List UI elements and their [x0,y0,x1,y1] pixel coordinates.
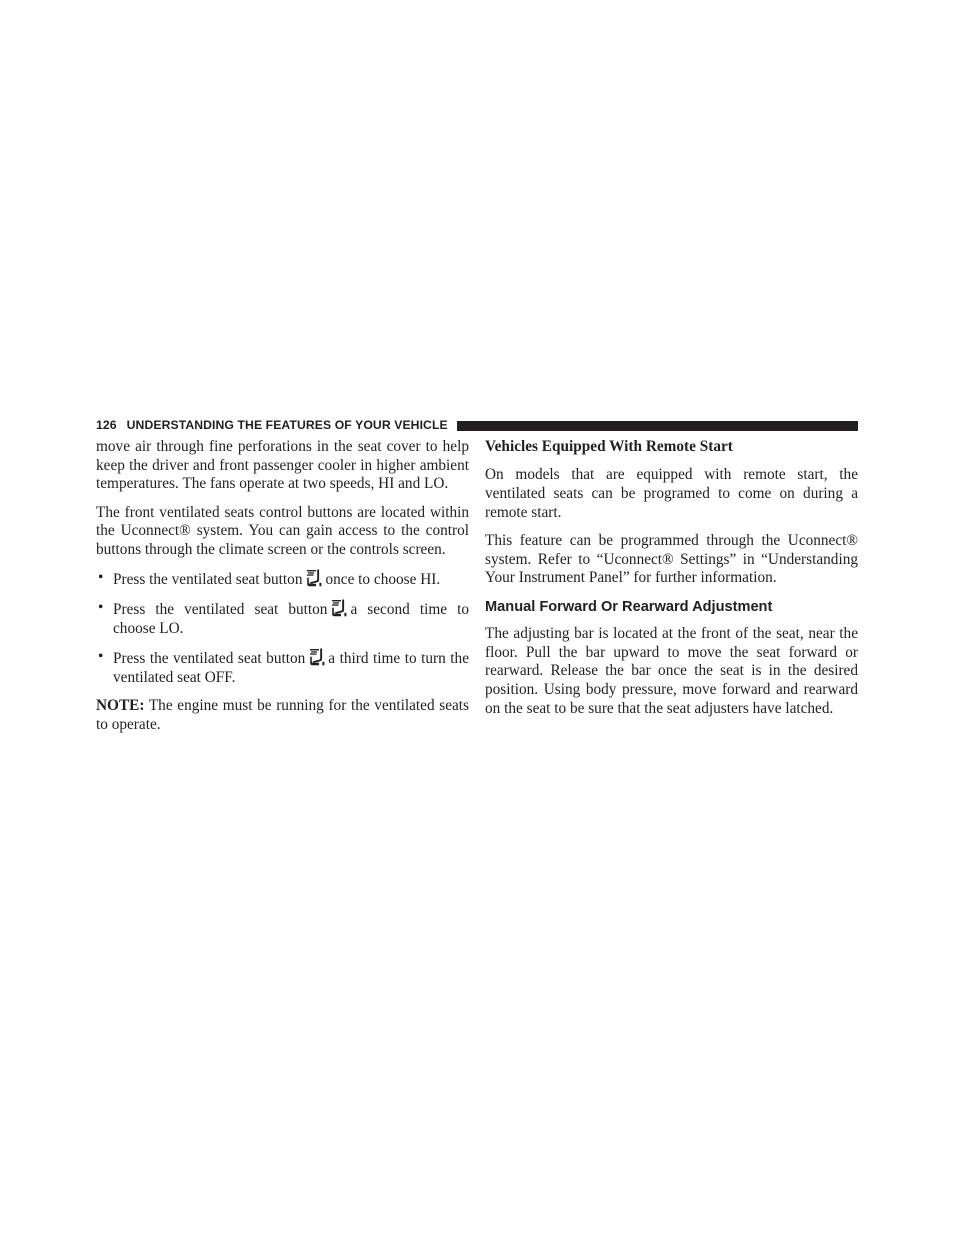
list-item [96,599,469,638]
paragraph: On models that are equipped with remote start, the ventilated seats can be programed to come on during a remote start. [485,466,858,521]
left-column [96,438,469,744]
bullet-text-after: a second time to choose LO. [113,601,469,637]
bullet-text-after: a third time to turn the ventilated seat OFF. [113,649,469,686]
page-number: 126 [96,418,117,432]
bullet-dot: • [98,599,104,617]
bullet-text-before: Press the ventilated seat button [113,571,303,589]
bullet-dot: • [98,569,104,587]
subheading: Vehicles Equipped With Remote Start [485,438,733,455]
note-paragraph [96,697,469,734]
list-item [96,569,469,590]
bullet-list [96,569,469,687]
header-rule [457,421,858,431]
section-heading: Manual Forward Or Rearward Adjustment [485,598,773,615]
right-column [485,438,858,728]
ventilated-seat-icon [309,648,325,666]
bullet-text-before: Press the ventilated seat button [113,601,328,619]
paragraph: The front ventilated seats control buttons are located within the Uconnect® system. You can gain access to the control buttons through the climate screen or the controls screen. [96,503,469,559]
paragraph: The adjusting bar is located at the front of the seat, near the floor. Pull the bar upward to move the seat forward or rearward. Release the bar once the seat is in the desired position. Using body pressure, move forward and rearward on the seat to be sure that the seat adjusters have latched. [485,625,858,717]
note-text: The engine must be running for the ventilated seats to operate. [96,696,469,733]
bullet-dot: • [98,647,104,665]
paragraph: This feature can be programmed through the Uconnect® system. Refer to “Uconnect® Settings” in “Understanding Your Instrument Panel” for further information. [485,532,858,587]
paragraph: move air through fine perforations in the seat cover to help keep the driver and front passenger cooler in higher ambient temperatures. The fans operate at two speeds, HI and LO. [96,438,469,493]
bullet-text-before: Press the ventilated seat button [113,649,306,667]
bullet-text-after: once to choose HI. [325,571,441,589]
ventilated-seat-icon [331,599,347,617]
section-title: UNDERSTANDING THE FEATURES OF YOUR VEHICLE [126,418,448,432]
list-item [96,648,469,687]
ventilated-seat-icon [306,569,322,587]
page-header [96,417,858,433]
note-label: NOTE: [96,696,145,714]
